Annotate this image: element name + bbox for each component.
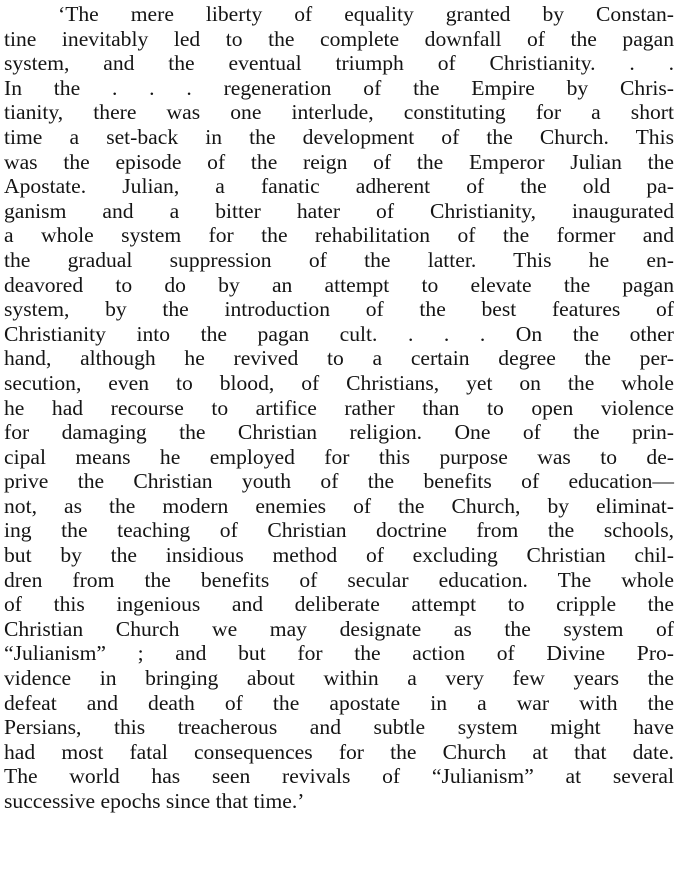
text-line: dren from the benefits of secular education. The whole — [4, 567, 674, 592]
text-line: vidence in bringing about within a very few years the — [4, 666, 674, 691]
text-line: of this ingenious and deliberate attempt to cripple the — [4, 592, 674, 617]
text-line: the gradual suppression of the latter. This he en- — [4, 247, 674, 272]
quotation-paragraph — [4, 2, 674, 814]
text-line: ganism and a bitter hater of Christianity, inaugurated — [4, 198, 674, 223]
text-line: Christian Church we may designate as the system of — [4, 616, 674, 641]
text-line: hand, although he revived to a certain degree the per- — [4, 346, 674, 371]
text-line: he had recourse to artifice rather than to open violence — [4, 395, 674, 420]
text-line: ‘The mere liberty of equality granted by Constan- — [58, 2, 674, 26]
text-line: cipal means he employed for this purpose was to de- — [4, 444, 674, 469]
text-line: prive the Christian youth of the benefits of education— — [4, 469, 674, 494]
text-line: The world has seen revivals of “Julianism” at several — [4, 764, 674, 789]
text-line: not, as the modern enemies of the Church, by eliminat- — [4, 493, 674, 518]
text-line: but by the insidious method of excluding Christian chil- — [4, 543, 674, 568]
text-line: Christianity into the pagan cult. . . . On the other — [4, 321, 674, 346]
text-line: successive epochs since that time.’ — [4, 789, 305, 813]
text-line: was the episode of the reign of the Emperor Julian the — [4, 149, 674, 174]
text-line: ing the teaching of Christian doctrine from the schools, — [4, 518, 674, 543]
text-line: for damaging the Christian religion. One of the prin- — [4, 420, 674, 445]
text-line: system, by the introduction of the best features of — [4, 297, 674, 322]
text-line: Apostate. Julian, a fanatic adherent of the old pa- — [4, 174, 674, 199]
text-line: defeat and death of the apostate in a war with the — [4, 690, 674, 715]
text-line: secution, even to blood, of Christians, yet on the whole — [4, 370, 674, 395]
text-line: time a set-back in the development of the Church. This — [4, 124, 674, 149]
text-line: had most fatal consequences for the Church at that date. — [4, 739, 674, 764]
text-line: a whole system for the rehabilitation of the former and — [4, 223, 674, 248]
text-line: Persians, this treacherous and subtle system might have — [4, 715, 674, 740]
text-line: “Julianism” ; and but for the action of Divine Pro- — [4, 641, 674, 666]
text-line: In the . . . regeneration of the Empire by Chris- — [4, 75, 674, 100]
text-line: deavored to do by an attempt to elevate the pagan — [4, 272, 674, 297]
text-line: tianity, there was one interlude, constituting for a short — [4, 100, 674, 125]
text-line: system, and the eventual triumph of Christianity. . . — [4, 51, 674, 76]
text-line: tine inevitably led to the complete downfall of the pagan — [4, 26, 674, 51]
